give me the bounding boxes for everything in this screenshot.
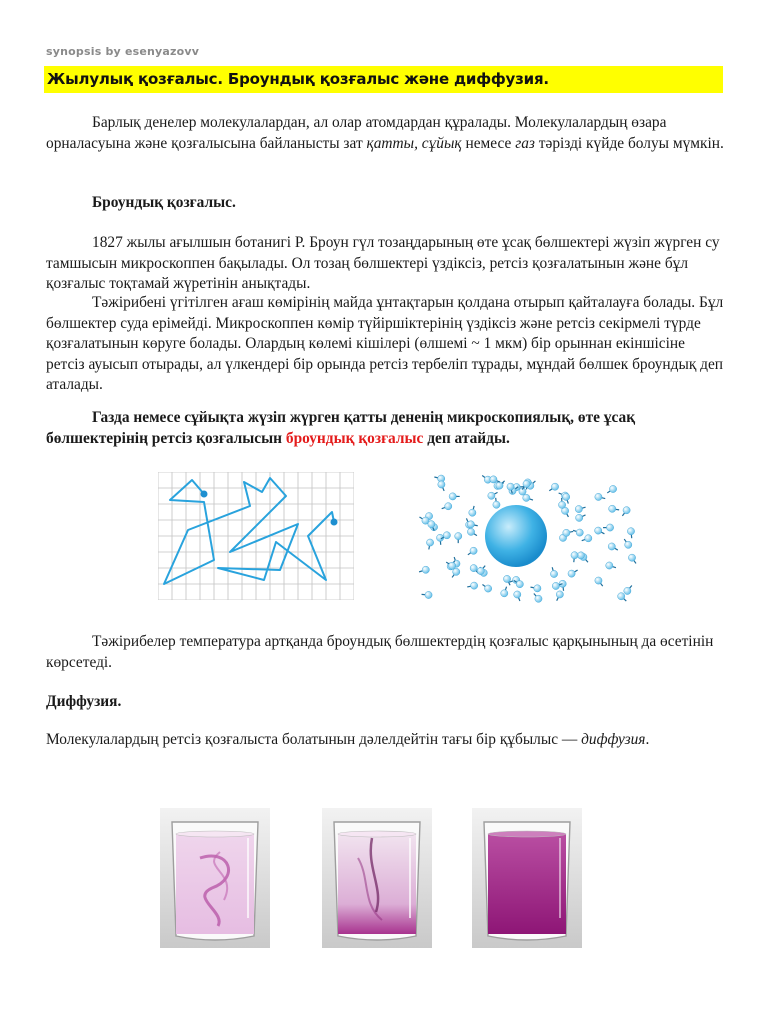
intro-paragraph: Барлық денелер молекулалардан, ал олар атомдардан құралады. Молекулалардың өзара орналасуына және қозғалысына байланысты зат қатты, сұйық немесе газ тәрізді күйде болуы мүмкін. bbox=[46, 114, 724, 152]
beaker-late-image bbox=[472, 808, 582, 948]
diffusion-heading: Диффузия. bbox=[46, 693, 122, 710]
diffusion-paragraph: Молекулалардың ретсіз қозғалыста болатынын дәлелдейтін тағы бір құбылыс — диффузия. bbox=[46, 731, 650, 748]
brownian-paragraph-1: 1827 жылы ағылшын ботанигі Р. Броун гүл тозаңдарының өте ұсақ бөлшектері жүзіп жүрген су тамшысын микроскоппен бақылады. Ол тозаң бөлшектері үздіксіз, ретсіз қозғалатынын және бұл қозғалыс тоқтамай жүретінін анықтады. bbox=[46, 234, 720, 292]
brownian-heading: Броундық қозғалыс. bbox=[92, 194, 236, 211]
brownian-path-diagram bbox=[158, 472, 354, 600]
author-byline: synopsis by esenyazovv bbox=[46, 45, 200, 58]
page-title: Жылулық қозғалыс. Броундық қозғалыс және диффузия. bbox=[44, 66, 723, 93]
brownian-definition: Газда немесе сұйықта жүзіп жүрген қатты дененің микроскопиялық, өте ұсақ бөлшектерінің ретсіз қозғалысын броундық қозғалыс деп атайды. bbox=[46, 409, 636, 447]
beaker-middle-image bbox=[322, 808, 432, 948]
molecule-collision-diagram bbox=[418, 470, 640, 606]
brownian-paragraph-2: Тәжірибені үгітілген ағаш көмірінің майда ұнтақтарын қолдана отырып қайталауға болады. Бұл бөлшектер суда ерімейді. Микроскоппен көмір түйіршіктерінің үздіксіз және ретсіз секірмелі түрде қозғалатынын көруге болады. Олардың көлемі кішілері (өлшемі ~ 1 мкм) бір орыннан екіншісіне ретсіз ауысып отырады, ал үлкендері бір орында ретсіз тербеліп тұрады, мұндай бөлшек броундық деп аталады. bbox=[46, 294, 724, 393]
temperature-paragraph: Тәжірибелер температура артқанда броундық бөлшектердің қозғалыс қарқынының да өсетінін көрсетеді. bbox=[46, 633, 714, 671]
beaker-early-image bbox=[160, 808, 270, 948]
